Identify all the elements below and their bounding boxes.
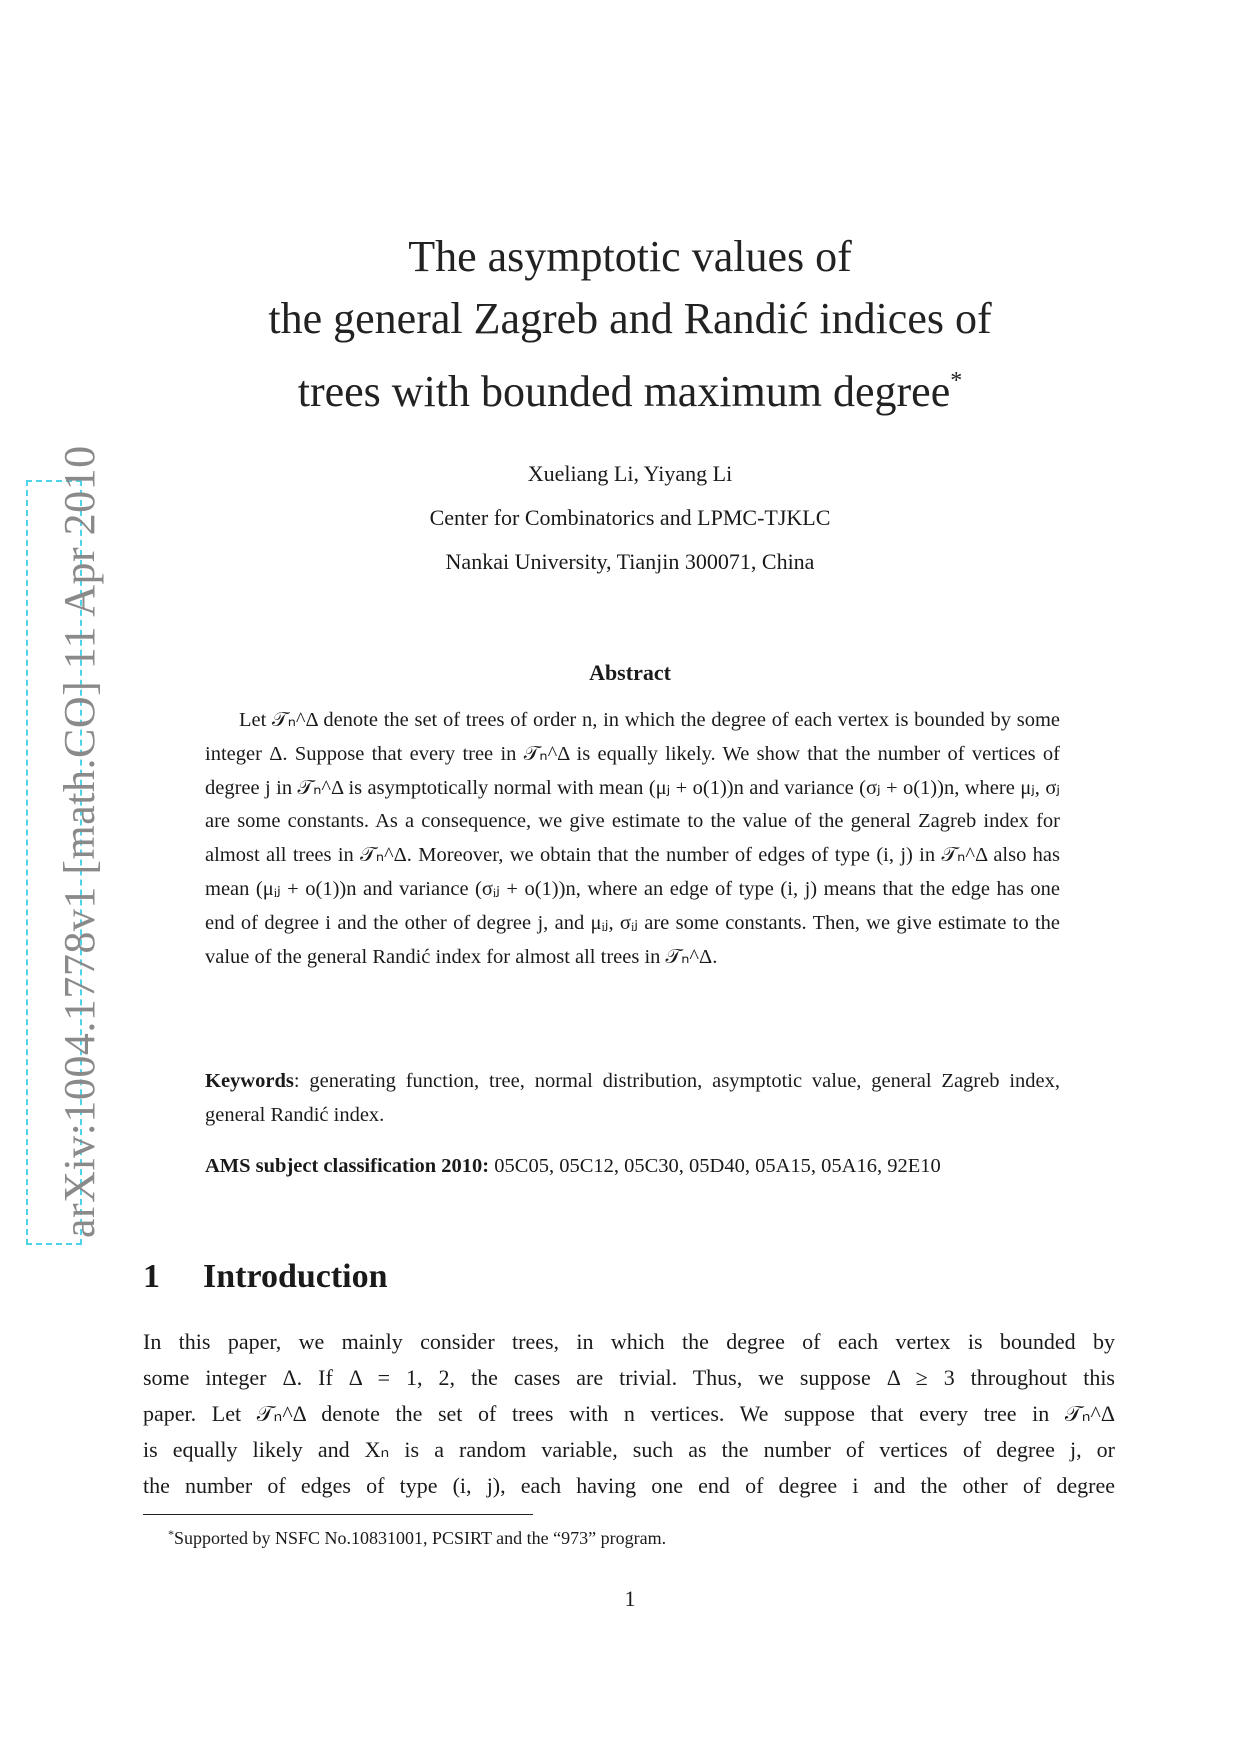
page-number: 1 — [624, 1586, 636, 1611]
abstract-text: Let 𝒯ₙ^Δ denote the set of trees of order n, in which the degree of each vertex is bounded by some integer Δ. Suppose that every tree in 𝒯ₙ^Δ is equally likely. We show that the number of vertices of degree j in 𝒯ₙ^Δ is asymptotically normal with mean (μⱼ + o(1))n and variance (σⱼ + o(1))n, where μⱼ, σⱼ are some constants. As a consequence, we give estimate to the value of the general Zagreb index for almost all trees in 𝒯ₙ^Δ. Moreover, we obtain that the number of edges of type (i, j) in 𝒯ₙ^Δ also has mean (μᵢⱼ + o(1))n and variance (σᵢⱼ + o(1))n, where an edge of type (i, j) means that the edge has one end of degree i and the other of degree j, and μᵢⱼ, σᵢⱼ are some constants. Then, we give estimate to the value of the general Randić index for almost all trees in 𝒯ₙ^Δ. — [205, 709, 1060, 968]
footnote-text: Supported by NSFC No.10831001, PCSIRT and the “973” program. — [174, 1528, 667, 1548]
intro-line: the number of edges of type (i, j), each having one end of degree i and the other of degree — [143, 1473, 1115, 1498]
intro-line: is equally likely and Xₙ is a random variable, such as the number of vertices of degree j, or — [143, 1437, 1115, 1462]
abstract-body — [205, 704, 1060, 974]
affiliation-2: Nankai University, Tianjin 300071, China — [445, 549, 815, 574]
arxiv-stamp[interactable]: arXiv:1004.1778v1 [math.CO] 11 Apr 2010 — [55, 445, 104, 1238]
title-footnote-mark[interactable]: * — [950, 368, 963, 394]
author-names: Xueliang Li, Yiyang Li — [527, 461, 733, 486]
abstract-heading: Abstract — [589, 660, 671, 685]
footnote — [168, 1521, 666, 1551]
section-heading — [143, 1258, 388, 1296]
affiliation-1: Center for Combinatorics and LPMC-TJKLC — [429, 505, 831, 530]
title-line-3-text: trees with bounded maximum degree — [297, 367, 951, 416]
footnote-rule — [143, 1514, 533, 1515]
paper-title — [200, 226, 1060, 423]
ams-codes: 05C05, 05C12, 05C30, 05D40, 05A15, 05A16, 92E10 — [489, 1155, 941, 1177]
section-title: Introduction — [203, 1258, 388, 1295]
author-block — [200, 452, 1060, 584]
intro-line: paper. Let 𝒯ₙ^Δ denote the set of trees with n vertices. We suppose that every tree in 𝒯ₙ^Δ — [143, 1401, 1115, 1426]
intro-line: In this paper, we mainly consider trees, in which the degree of each vertex is bounded by — [143, 1329, 1115, 1354]
ams-label: AMS subject classification 2010: — [205, 1155, 490, 1177]
keywords — [205, 1065, 1060, 1133]
footnote-mark: * — [168, 1527, 174, 1541]
title-line-1: The asymptotic values of — [408, 232, 852, 281]
keywords-text: : generating function, tree, normal distribution, asymptotic value, general Zagreb index, general Randić index. — [205, 1070, 1060, 1126]
section-number: 1 — [143, 1258, 160, 1295]
ams-classification — [205, 1150, 1060, 1184]
keywords-label: Keywords — [205, 1070, 294, 1092]
intro-line: some integer Δ. If Δ = 1, 2, the cases are trivial. Thus, we suppose Δ ≥ 3 throughout this — [143, 1365, 1115, 1390]
title-line-3 — [200, 350, 1060, 423]
intro-paragraph — [143, 1324, 1115, 1504]
title-line-2: the general Zagreb and Randić indices of — [268, 294, 992, 343]
